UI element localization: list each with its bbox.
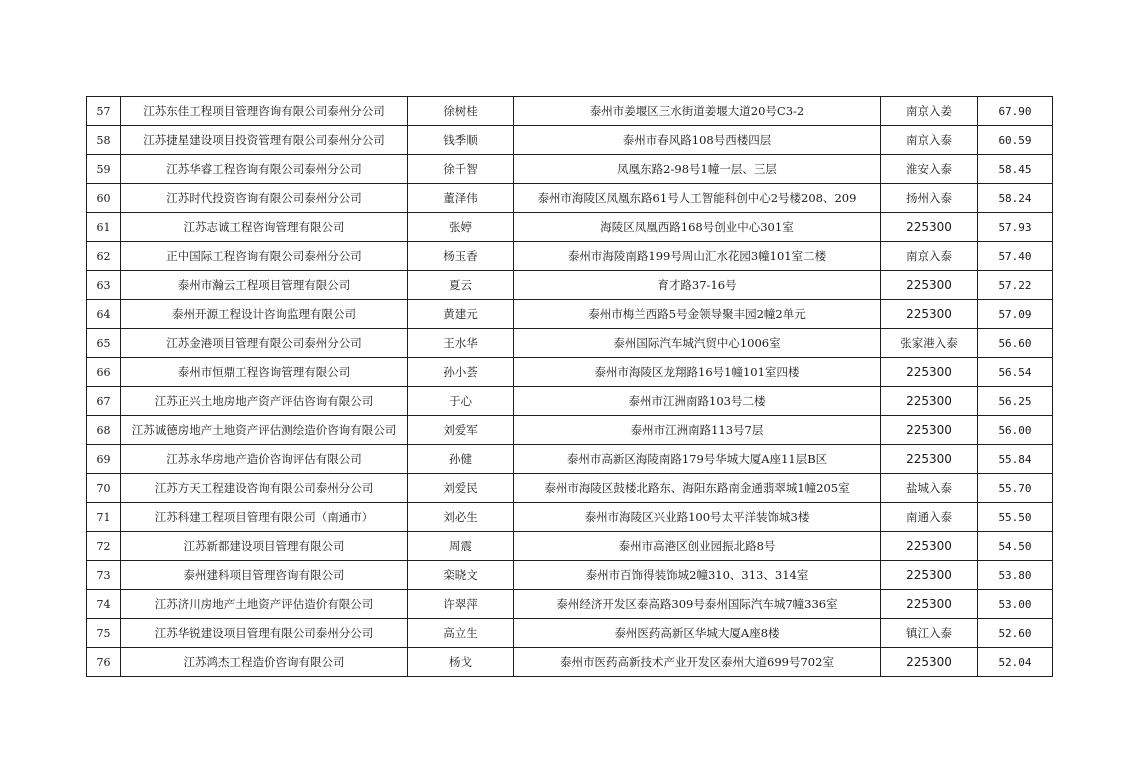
company-name: 正中国际工程咨询有限公司泰州分公司: [121, 242, 408, 271]
score: 53.80: [978, 561, 1053, 590]
company-name: 江苏时代投资咨询有限公司泰州分公司: [121, 184, 408, 213]
address: 泰州市海陵区兴业路100号太平洋装饰城3楼: [514, 503, 881, 532]
address: 泰州市江洲南路113号7层: [514, 416, 881, 445]
location-code: 225300: [881, 590, 978, 619]
company-score-table: [86, 96, 1053, 677]
company-name: 江苏正兴土地房地产资产评估咨询有限公司: [121, 387, 408, 416]
table-row: [87, 445, 1053, 474]
score: 52.60: [978, 619, 1053, 648]
contact-person: 孙小荟: [408, 358, 514, 387]
table-row: [87, 561, 1053, 590]
score: 58.24: [978, 184, 1053, 213]
company-name: 江苏捷星建设项目投资管理有限公司泰州分公司: [121, 126, 408, 155]
location-code: 镇江入泰: [881, 619, 978, 648]
score: 55.84: [978, 445, 1053, 474]
address: 泰州市春风路108号西楼四层: [514, 126, 881, 155]
score: 67.90: [978, 97, 1053, 126]
score: 56.25: [978, 387, 1053, 416]
table-row: [87, 300, 1053, 329]
row-number: 60: [87, 184, 121, 213]
contact-person: 张婷: [408, 213, 514, 242]
contact-person: 王水华: [408, 329, 514, 358]
company-name: 江苏华睿工程咨询有限公司泰州分公司: [121, 155, 408, 184]
row-number: 62: [87, 242, 121, 271]
location-code: 225300: [881, 445, 978, 474]
company-name: 泰州开源工程设计咨询监理有限公司: [121, 300, 408, 329]
address: 泰州市海陵区凤凰东路61号人工智能科创中心2号楼208、209: [514, 184, 881, 213]
row-number: 64: [87, 300, 121, 329]
location-code: 225300: [881, 561, 978, 590]
contact-person: 孙健: [408, 445, 514, 474]
contact-person: 黄建元: [408, 300, 514, 329]
address: 泰州市海陵南路199号周山汇水花园3幢101室二楼: [514, 242, 881, 271]
score: 57.40: [978, 242, 1053, 271]
table-row: [87, 590, 1053, 619]
row-number: 72: [87, 532, 121, 561]
contact-person: 杨玉香: [408, 242, 514, 271]
contact-person: 刘爱军: [408, 416, 514, 445]
table-row: [87, 97, 1053, 126]
company-name: 江苏新都建设项目管理有限公司: [121, 532, 408, 561]
row-number: 71: [87, 503, 121, 532]
contact-person: 刘爱民: [408, 474, 514, 503]
address: 泰州市江洲南路103号二楼: [514, 387, 881, 416]
table-row: [87, 155, 1053, 184]
table-row: [87, 126, 1053, 155]
row-number: 66: [87, 358, 121, 387]
address: 凤凰东路2-98号1幢一层、三层: [514, 155, 881, 184]
table-row: [87, 271, 1053, 300]
contact-person: 杨戈: [408, 648, 514, 677]
table-row: [87, 416, 1053, 445]
score: 56.54: [978, 358, 1053, 387]
contact-person: 于心: [408, 387, 514, 416]
contact-person: 栾晓文: [408, 561, 514, 590]
row-number: 69: [87, 445, 121, 474]
location-code: 张家港入泰: [881, 329, 978, 358]
row-number: 63: [87, 271, 121, 300]
company-name: 江苏永华房地产造价咨询评估有限公司: [121, 445, 408, 474]
table-row: [87, 184, 1053, 213]
address: 泰州市海陵区鼓楼北路东、海阳东路南金通翡翠城1幢205室: [514, 474, 881, 503]
table-row: [87, 503, 1053, 532]
table-row: [87, 329, 1053, 358]
address: 泰州市百饰得装饰城2幢310、313、314室: [514, 561, 881, 590]
table-row: [87, 532, 1053, 561]
company-name: 江苏华锐建设项目管理有限公司泰州分公司: [121, 619, 408, 648]
location-code: 盐城入泰: [881, 474, 978, 503]
score: 56.60: [978, 329, 1053, 358]
contact-person: 钱季顺: [408, 126, 514, 155]
table-row: [87, 387, 1053, 416]
score: 54.50: [978, 532, 1053, 561]
table-row: [87, 474, 1053, 503]
address: 泰州国际汽车城汽贸中心1006室: [514, 329, 881, 358]
company-name: 江苏志诚工程咨询管理有限公司: [121, 213, 408, 242]
company-name: 泰州市瀚云工程项目管理有限公司: [121, 271, 408, 300]
location-code: 225300: [881, 416, 978, 445]
company-name: 江苏鸿杰工程造价咨询有限公司: [121, 648, 408, 677]
row-number: 70: [87, 474, 121, 503]
contact-person: 高立生: [408, 619, 514, 648]
table-row: [87, 619, 1053, 648]
table-row: [87, 213, 1053, 242]
location-code: 扬州入泰: [881, 184, 978, 213]
company-name: 江苏济川房地产土地资产评估造价有限公司: [121, 590, 408, 619]
address: 海陵区凤凰西路168号创业中心301室: [514, 213, 881, 242]
address: 泰州市高新区海陵南路179号华城大厦A座11层B区: [514, 445, 881, 474]
contact-person: 徐树桂: [408, 97, 514, 126]
document-page: [86, 96, 1052, 677]
row-number: 67: [87, 387, 121, 416]
address: 泰州经济开发区泰高路309号泰州国际汽车城7幢336室: [514, 590, 881, 619]
address: 泰州医药高新区华城大厦A座8楼: [514, 619, 881, 648]
table-row: [87, 648, 1053, 677]
row-number: 74: [87, 590, 121, 619]
location-code: 225300: [881, 387, 978, 416]
contact-person: 许翠萍: [408, 590, 514, 619]
address: 泰州市高港区创业园振北路8号: [514, 532, 881, 561]
row-number: 76: [87, 648, 121, 677]
score: 57.22: [978, 271, 1053, 300]
row-number: 68: [87, 416, 121, 445]
location-code: 南京入姜: [881, 97, 978, 126]
score: 57.93: [978, 213, 1053, 242]
row-number: 73: [87, 561, 121, 590]
table-body: [87, 97, 1053, 677]
location-code: 南京入泰: [881, 242, 978, 271]
score: 57.09: [978, 300, 1053, 329]
score: 60.59: [978, 126, 1053, 155]
company-name: 泰州建科项目管理咨询有限公司: [121, 561, 408, 590]
location-code: 南通入泰: [881, 503, 978, 532]
contact-person: 周震: [408, 532, 514, 561]
score: 55.50: [978, 503, 1053, 532]
location-code: 南京入泰: [881, 126, 978, 155]
company-name: 江苏东佳工程项目管理咨询有限公司泰州分公司: [121, 97, 408, 126]
score: 58.45: [978, 155, 1053, 184]
location-code: 225300: [881, 300, 978, 329]
location-code: 225300: [881, 648, 978, 677]
location-code: 225300: [881, 213, 978, 242]
row-number: 59: [87, 155, 121, 184]
address: 泰州市梅兰西路5号金领导聚丰园2幢2单元: [514, 300, 881, 329]
score: 52.04: [978, 648, 1053, 677]
location-code: 225300: [881, 532, 978, 561]
company-name: 江苏方天工程建设咨询有限公司泰州分公司: [121, 474, 408, 503]
address: 泰州市医药高新技术产业开发区泰州大道699号702室: [514, 648, 881, 677]
company-name: 泰州市恒鼎工程咨询管理有限公司: [121, 358, 408, 387]
company-name: 江苏诚德房地产土地资产评估测绘造价咨询有限公司: [121, 416, 408, 445]
contact-person: 夏云: [408, 271, 514, 300]
contact-person: 刘必生: [408, 503, 514, 532]
location-code: 225300: [881, 271, 978, 300]
location-code: 淮安入泰: [881, 155, 978, 184]
score: 56.00: [978, 416, 1053, 445]
row-number: 65: [87, 329, 121, 358]
row-number: 75: [87, 619, 121, 648]
location-code: 225300: [881, 358, 978, 387]
address: 育才路37-16号: [514, 271, 881, 300]
contact-person: 董泽伟: [408, 184, 514, 213]
table-row: [87, 358, 1053, 387]
company-name: 江苏科建工程项目管理有限公司（南通市）: [121, 503, 408, 532]
table-row: [87, 242, 1053, 271]
row-number: 57: [87, 97, 121, 126]
row-number: 58: [87, 126, 121, 155]
score: 53.00: [978, 590, 1053, 619]
score: 55.70: [978, 474, 1053, 503]
row-number: 61: [87, 213, 121, 242]
address: 泰州市海陵区龙翔路16号1幢101室四楼: [514, 358, 881, 387]
contact-person: 徐千智: [408, 155, 514, 184]
address: 泰州市姜堰区三水街道姜堰大道20号C3-2: [514, 97, 881, 126]
company-name: 江苏金港项目管理有限公司泰州分公司: [121, 329, 408, 358]
